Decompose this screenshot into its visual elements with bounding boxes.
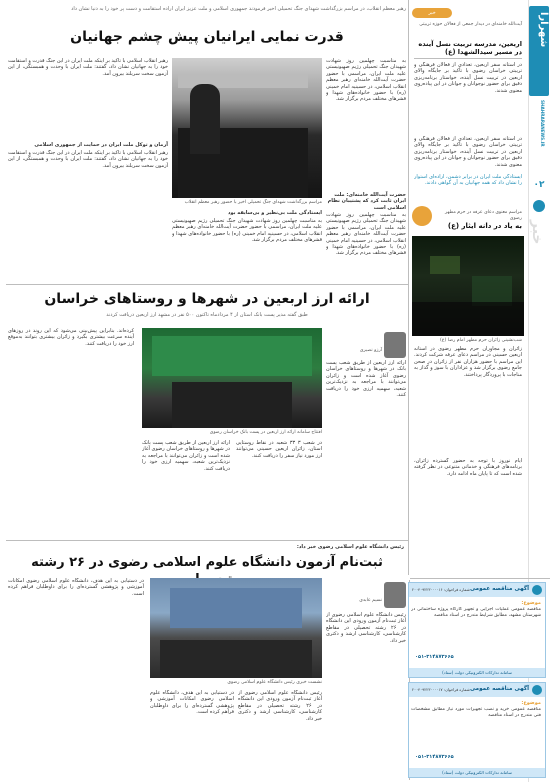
ad1-title: آگهی مناقصه عمومی	[469, 586, 529, 592]
story3-photo-caption: نشست خبری رئیس دانشگاه علوم اسلامی رضوی	[227, 680, 322, 685]
sidebar-mid-body: زائران و مجاوران حرم مطهر رضوی در آستانه اربعین حسینی در مراسم دعای عرفه شرکت کردند. این مراسم با حضور هزاران نفر از زائران در صحن جامع رضوی برگزار شد و عزاداران با سوز و گداز به مناجات با پروردگار پرداختند.	[414, 346, 522, 378]
sidebar-mid-body-2: ایام نوروز با توجه به حضور گسترده زائران، برنامه‌های فرهنگی و خدماتی متنوعی در نظر گرفته شده است که تا پایان ماه ادامه دارد.	[414, 458, 522, 477]
story3-kicker: رئیس دانشگاه علوم اسلامی رضوی خبر داد:	[296, 544, 404, 550]
compass-icon	[533, 200, 545, 212]
ad1-subject: موضوع:	[521, 600, 541, 606]
ad-1	[408, 582, 546, 678]
story3-body-mid: رئیس دانشگاه علوم اسلامی رضوی از آغاز ثبت‌نام آزمون ورودی این دانشگاه در ۲۶ رشته تحصیلی در مقاطع کارشناسی، کارشناسی ارشد و دکتری خبر داد.	[238, 690, 322, 722]
story3-body-mid-2: در دستیابی به این هدف، دانشگاه علوم اسلامی رضوی امکانات آموزشی و پژوهشی گسترده‌ای را برای داوطلبان فراهم کرده است.	[150, 690, 234, 716]
sidebar-column	[410, 0, 526, 575]
top-story-sub-right: حضرت آیت‌الله خامنه‌ای: ملت ایران ثابت کرد که پشتیبان نظام اسلامی است	[327, 192, 406, 211]
sidebar-top-kicker: آیت‌الله خامنه‌ای در دیدار جمعی از فعالان حوزه تربیتی	[419, 22, 522, 27]
story3-body-left: در دستیابی به این هدف، دانشگاه علوم اسلامی رضوی امکانات آموزشی و پژوهشی گسترده‌ای را برای داوطلبان فراهم کرده است.	[8, 578, 144, 597]
ad2-footer: سامانه تدارکات الکترونیکی دولت (ستاد)	[409, 768, 545, 777]
ad1-logo-icon	[532, 585, 542, 595]
story-2	[6, 288, 408, 538]
story-3	[6, 542, 408, 778]
top-story-headline: قدرت نمایی ایرانیان پیش چشم جهانیان	[70, 29, 344, 45]
ad2-title: آگهی مناقصه عمومی	[469, 686, 529, 692]
ad2-subject: موضوع:	[521, 700, 541, 706]
top-story-photo	[172, 58, 322, 198]
site-url: SHAHRARANEWS.IR	[540, 100, 545, 147]
sidebar-top-quote: ایستادگی ملت ایران در برابر دشمن، اراده‌ای استوار را نشان داد که همه جهانیان به آن گواهی دادند.	[414, 174, 522, 187]
story3-body-right: رئیس دانشگاه علوم اسلامی رضوی از آغاز ثبت‌نام آزمون ورودی این دانشگاه در ۲۶ رشته تحصیلی در مقاطع کارشناسی، کارشناسی ارشد و دکتری خبر داد.	[326, 612, 406, 644]
story2-photo	[142, 328, 322, 428]
sidebar-top-headline: اربعین، مدرسه تربیت نسل آینده در مسیر سیدالشهدا (ع)	[418, 40, 522, 56]
story3-photo	[150, 578, 322, 678]
sidebar-mid-headline: به یاد در دانه ایثار (ع)	[447, 222, 522, 230]
ad1-ref: شماره فراخوان: ۲۰۰۴۰۹۲۲۳۰۰۰۰۱۶	[412, 587, 470, 592]
story2-deck: طبق گفته مدیر پست بانک استان از ۴ مردادماه تاکنون ۵۰۰ نفر در مشهد ارز اربعین دریافت کردند	[106, 312, 308, 318]
top-story-body-left: رهبر انقلاب اسلامی با تأکید بر اینکه ملت ایران در این جنگ قدرت و استقامت خود را به جهانیان نشان داد، گفتند: ملت ایران با وحدت و همبستگی، از این آزمون سخت سربلند بیرون آمد.	[8, 58, 168, 77]
top-story-sub-mid: ایستادگی ملت بی‌نظیر و بی‌سابقه بود	[227, 210, 322, 216]
ad1-header	[409, 583, 545, 597]
story2-headline: ارائه ارز اربعین در شهرها و روستاهای خراسان	[44, 291, 370, 307]
story3-author: نسیم عابدی	[359, 598, 382, 603]
top-story-sub-left: آرمان و توکل ملت ایران در حمایت از جمهوری اسلامی	[34, 142, 168, 148]
story2-author: آرزو نصیری	[359, 348, 382, 353]
section-tag: خبر	[529, 220, 545, 245]
ad2-logo-icon	[532, 685, 542, 695]
sidebar-mid-kicker: مراسم معنوی دعای عرفه در حرم مطهر رضوی	[444, 210, 522, 221]
story2-body-mid: در شعب ۳ ۳۳ شعبه در نقاط روستایی استان، زائران اربعین حسینی می‌توانند ارز مورد نیاز سفر را دریافت کنند.	[236, 440, 322, 459]
sidebar-photo-shrine-crowd	[412, 236, 524, 336]
ad1-phone: ۰۵۱-۳۱۴۸۷۳۶۶۵	[415, 654, 454, 660]
ad1-footer: سامانه تدارکات الکترونیکی دولت (ستاد)	[409, 668, 545, 677]
story2-photo-caption: افتتاح سامانه ارائه ارز اربعین در پست بانک خراسان رضوی	[209, 430, 322, 435]
top-story-body-right-2: به مناسبت چهلمین روز شهادت شهیدان جنگ تحمیلی رژیم صهیونیستی علیه ملت ایران، مراسمی با حضور حضرت آیت‌الله خامنه‌ای رهبر معظم انقلاب اسلامی، در حسینیه امام خمینی (ره) با حضور خانواده‌های شهدا و قشرهای مختلف مردم برگزار شد.	[326, 212, 406, 257]
author2-avatar	[384, 582, 406, 608]
ad1-body: مناقصه عمومی عملیات اجرایی و تجهیز کارگاه پروژه ساختمانی در شهرستان مشهد، مطابق شرایط مندرج در اسناد مناقصه	[411, 607, 541, 618]
ad2-phone: ۰۵۱-۳۱۴۸۷۳۶۶۵	[415, 754, 454, 760]
sidebar-photo-caption: شب‌نشینی زائران حرم مطهر امام رضا (ع)	[440, 338, 522, 343]
top-story-photo-caption: مراسم بزرگداشت شهدای جنگ تحمیلی اخیر با حضور رهبر معظم انقلاب	[184, 200, 322, 205]
top-story-deck: رهبر معظم انقلاب، در مراسم بزرگداشت شهدای جنگ تحمیلی اخیر فرمودند جمهوری اسلامی و ملت عزیز ایران اراده استقامت و دست پر خود را به دنیا نشان داد	[71, 6, 406, 12]
author-avatar	[384, 332, 406, 358]
ad-2	[408, 682, 546, 778]
sidebar-top-body-2: در آستانه سفر اربعین، تعدادی از فعالان فرهنگی و تربیتی خراسان رضوی با تأکید بر جایگاه والای اربعین در تربیت نسل آینده، خواستار برنامه‌ریزی دقیق برای حضور نوجوانان و جوانان در این پیاده‌روی معنوی شدند.	[414, 136, 522, 168]
top-story	[6, 4, 408, 282]
story3-headline: ثبت‌نام آزمون دانشگاه علوم اسلامی رضوی در ۲۶ رشته	[31, 555, 383, 570]
top-story-body-left-2: رهبر انقلاب اسلامی با تأکید بر اینکه ملت ایران در این جنگ قدرت و استقامت خود را به جهانیان نشان داد، گفتند: ملت ایران با وحدت و همبستگی، از این آزمون سخت سربلند بیرون آمد.	[8, 150, 168, 169]
ad2-header	[409, 683, 545, 697]
ad2-ref: شماره فراخوان: ۲۰۰۴۰۹۲۲۳۰۰۰۰۱۷	[412, 687, 470, 692]
top-story-body-right: به مناسبت چهلمین روز شهادت شهیدان جنگ تحمیلی رژیم صهیونیستی علیه ملت ایران، مراسمی با حضور حضرت آیت‌الله خامنه‌ای رهبر معظم انقلاب اسلامی، در حسینیه امام خمینی (ره) با حضور خانواده‌های شهدا و قشرهای مختلف مردم برگزار شد.	[326, 58, 406, 103]
masthead-logo: شهرآرا	[529, 6, 549, 96]
page-number: ۰۲	[533, 180, 545, 190]
sidebar-stamp: خبر	[412, 8, 452, 18]
story2-body-left: کرده‌اند. بنابراین پیش‌بینی می‌شود که این روند در روزهای آینده سرعت بیشتری بگیرد و زائران بیشتری بتوانند به‌موقع ارز خود را دریافت کنند.	[8, 328, 134, 347]
ad2-body: مناقصه عمومی خرید و نصب تجهیزات مورد نیاز مطابق مشخصات فنی مندرج در اسناد مناقصه	[411, 707, 541, 718]
sidebar-top-body: در آستانه سفر اربعین، تعدادی از فعالان فرهنگی و تربیتی خراسان رضوی با تأکید بر جایگاه والای اربعین در تربیت نسل آینده، خواستار برنامه‌ریزی دقیق برای حضور نوجوانان و جوانان در این پیاده‌روی معنوی شدند.	[414, 62, 522, 94]
story2-body-mid-2: ارائه ارز اربعین از طریق شعب پست بانک در شهرها و روستاهای خراسان رضوی آغاز شده است و زائران می‌توانند با مراجعه به نزدیک‌ترین شعبه، سهمیه ارزی خود را دریافت کنند.	[142, 440, 230, 472]
top-story-body-mid: به مناسبت چهلمین روز شهادت شهیدان جنگ تحمیلی رژیم صهیونیستی علیه ملت ایران، مراسمی با حضور حضرت آیت‌الله خامنه‌ای رهبر معظم انقلاب اسلامی، در حسینیه امام خمینی (ره) با حضور خانواده‌های شهدا و قشرهای مختلف مردم برگزار شد.	[172, 218, 322, 244]
story2-body-right: ارائه ارز اربعین از طریق شعب پست بانک در شهرها و روستاهای خراسان رضوی آغاز شده است و زائران می‌توانند با مراجعه به نزدیک‌ترین شعبه، سهمیه ارزی خود را دریافت کنند.	[326, 360, 406, 399]
